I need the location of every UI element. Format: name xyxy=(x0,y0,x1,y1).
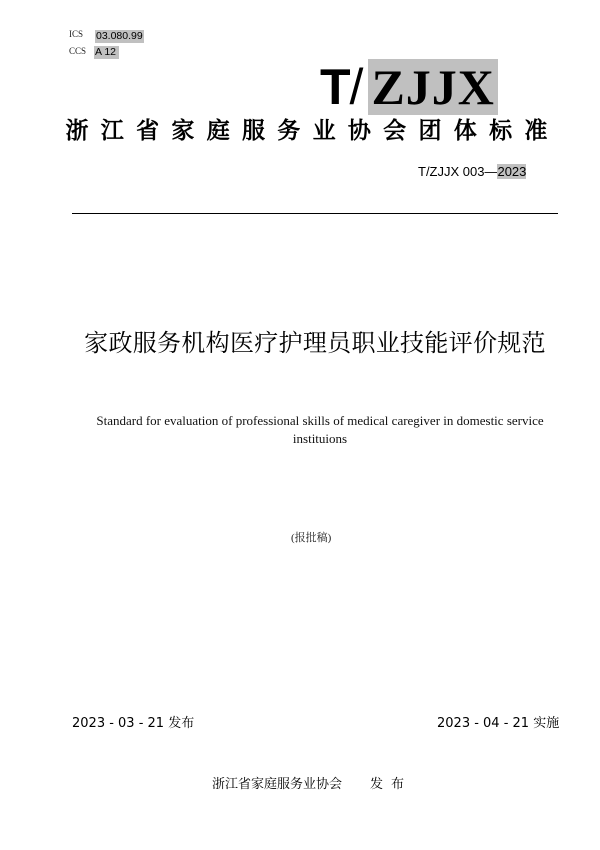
mark-code: ZJJX xyxy=(368,59,497,115)
draft-status: (报批稿) xyxy=(291,532,332,544)
org-title-char: 庭 xyxy=(206,118,230,144)
org-title-char: 会 xyxy=(383,118,407,144)
org-title-char: 体 xyxy=(453,118,477,144)
publisher-line xyxy=(212,776,412,793)
org-title-char: 家 xyxy=(171,118,195,144)
ics-value: 03.080.99 xyxy=(96,30,143,42)
standard-number xyxy=(418,163,526,180)
standard-number-prefix: T/ZJJX 003— xyxy=(418,164,498,179)
org-standard-title xyxy=(65,118,548,144)
ics-label: ICS xyxy=(69,29,84,39)
mark-slash: / xyxy=(349,59,363,115)
org-title-char: 协 xyxy=(347,118,371,144)
org-title-char: 服 xyxy=(241,118,265,144)
org-title-char: 业 xyxy=(312,118,336,144)
org-title-char: 务 xyxy=(277,118,301,144)
document-title-en: Standard for evaluation of professional skills of medical caregiver in domestic service instituions xyxy=(96,413,544,446)
mark-prefix: T xyxy=(320,59,350,115)
standard-mark xyxy=(320,59,498,115)
ccs-label: CCS xyxy=(69,46,87,56)
org-title-char: 准 xyxy=(524,118,548,144)
org-title-char: 标 xyxy=(489,118,513,144)
org-title-char: 浙 xyxy=(65,118,89,144)
publisher-action: 发布 xyxy=(370,777,413,792)
org-title-char: 省 xyxy=(136,118,160,144)
publish-date: 2023 - 03 - 21 发布 xyxy=(72,716,195,731)
org-title-char: 团 xyxy=(418,118,442,144)
implement-date: 2023 - 04 - 21 实施 xyxy=(437,716,560,731)
document-title-zh: 家政服务机构医疗护理员职业技能评价规范 xyxy=(84,329,546,357)
ccs-value: A 12 xyxy=(94,46,119,59)
org-title-char: 江 xyxy=(100,118,124,144)
header-divider xyxy=(72,213,558,214)
publisher-name: 浙江省家庭服务业协会 xyxy=(212,777,343,792)
standard-number-year: 2023 xyxy=(497,164,527,179)
